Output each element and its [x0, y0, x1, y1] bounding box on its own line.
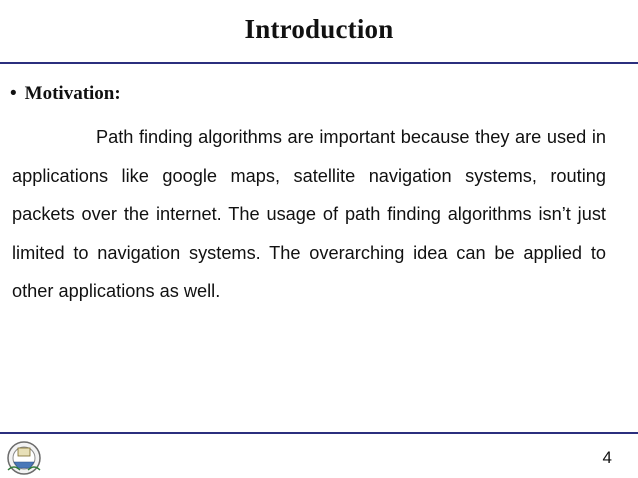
page-number: 4 — [602, 448, 612, 467]
top-divider — [0, 62, 638, 64]
bullet-dot: • — [10, 83, 17, 104]
bullet-motivation — [10, 83, 121, 105]
institute-seal-icon — [2, 440, 46, 476]
bullet-label: Motivation: — [24, 83, 121, 104]
slide-title: Introduction — [244, 14, 394, 44]
body-paragraph: Path finding algorithms are important because they are used in applications like google maps, satellite navigation systems, routing packets over the internet. The usage of path finding algorithms isn’t just limited to navigation systems. The overarching idea can be applied to other applications as well. — [12, 127, 606, 301]
bottom-divider — [0, 432, 638, 434]
